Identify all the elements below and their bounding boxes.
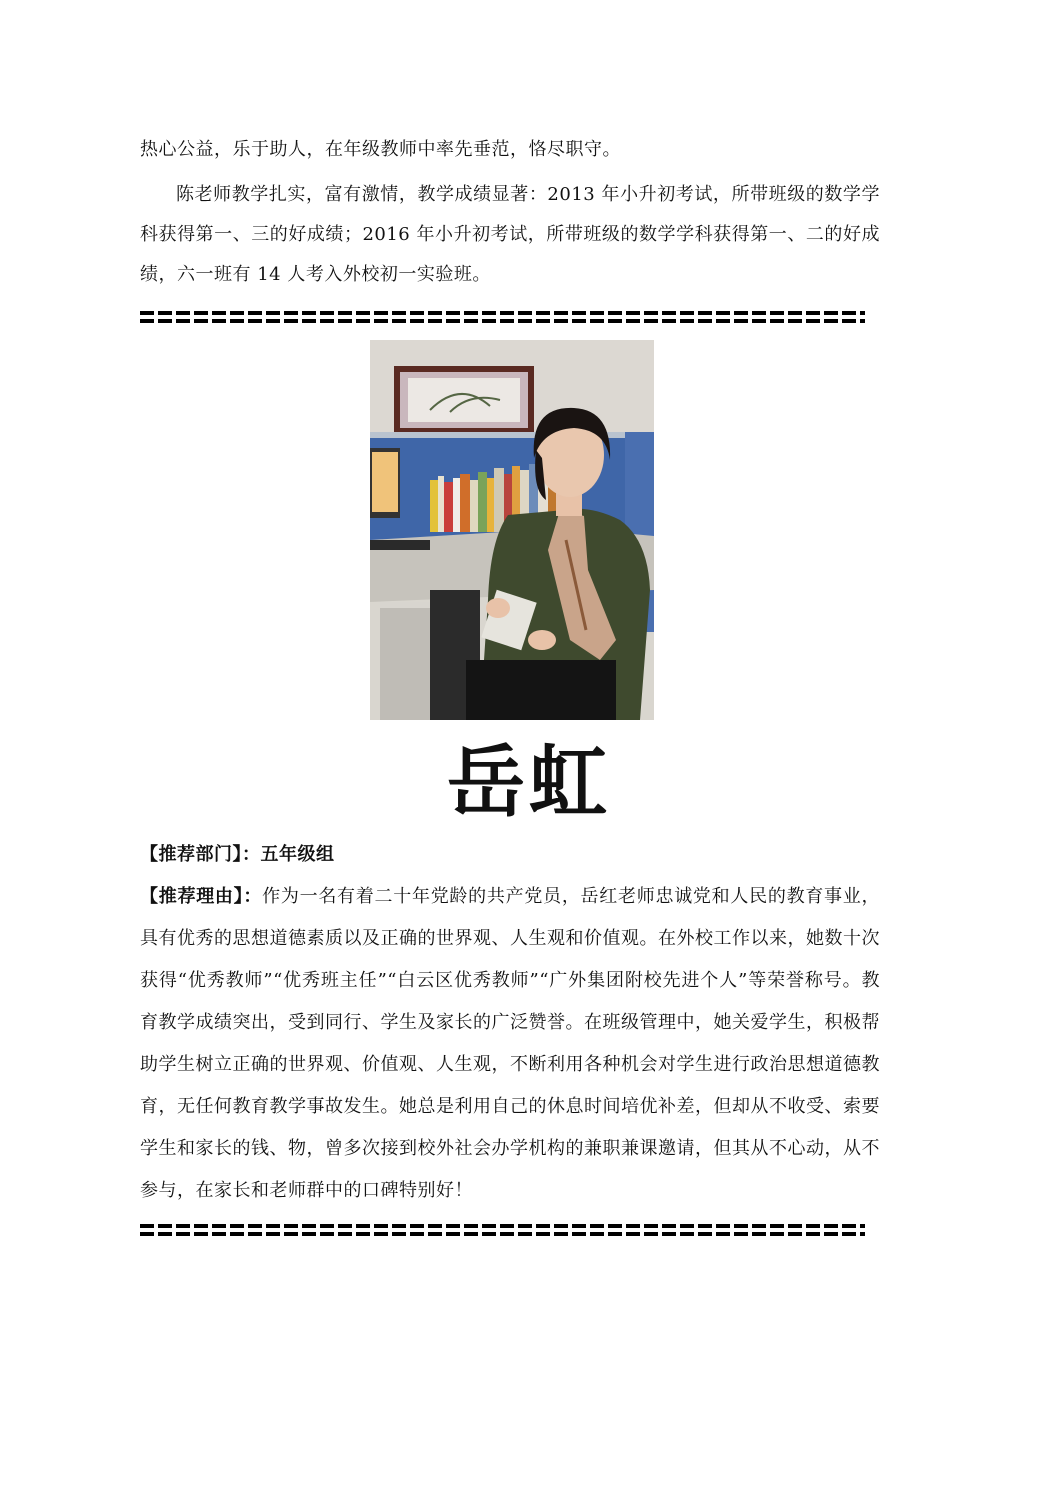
reason-label: 【推荐理由】：	[140, 886, 263, 907]
recommend-department	[140, 834, 880, 876]
reason-text: 作为一名有着二十年党龄的共产党员，岳红老师忠诚党和人民的教育事业，具有优秀的思想道德素质以及正确的世界观、人生观和价值观。在外校工作以来，她数十次获得“优秀教师”“优秀班主任”“白云区优秀教师”“广外集团附校先进个人”等荣誉称号。教育教学成绩突出，受到同行、学生及家长的广泛赞誉。在班级管理中，她关爱学生，积极帮助学生树立正确的世界观、价值观、人生观，不断利用各种机会对学生进行政治思想道德教育，无任何教育教学事故发生。她总是利用自己的休息时间培优补差，但却从不收受、索要学生和家长的钱、物，曾多次接到校外社会办学机构的兼职兼课邀请，但其从不心动，从不参与，在家长和老师群中的口碑特别好！	[140, 886, 881, 1201]
section-divider	[140, 311, 865, 327]
intro-paragraph: 陈老师教学扎实，富有激情，教学成绩显著：2013 年小升初考试，所带班级的数学学科获得第一、三的好成绩；2016 年小升初考试，所带班级的数学学科获得第一、二的好成绩，六一班有 14 人考入外校初一实验班。	[140, 184, 880, 285]
intro-line: 热心公益，乐于助人，在年级教师中率先垂范，恪尽职守。	[140, 139, 621, 160]
teacher-name: 岳虹	[446, 738, 611, 828]
recommend-reason	[140, 876, 880, 1212]
dept-value: 五年级组	[260, 844, 335, 865]
dept-label: 【推荐部门】：	[140, 844, 261, 865]
teacher-photo	[370, 340, 654, 720]
section-divider	[140, 1224, 865, 1240]
